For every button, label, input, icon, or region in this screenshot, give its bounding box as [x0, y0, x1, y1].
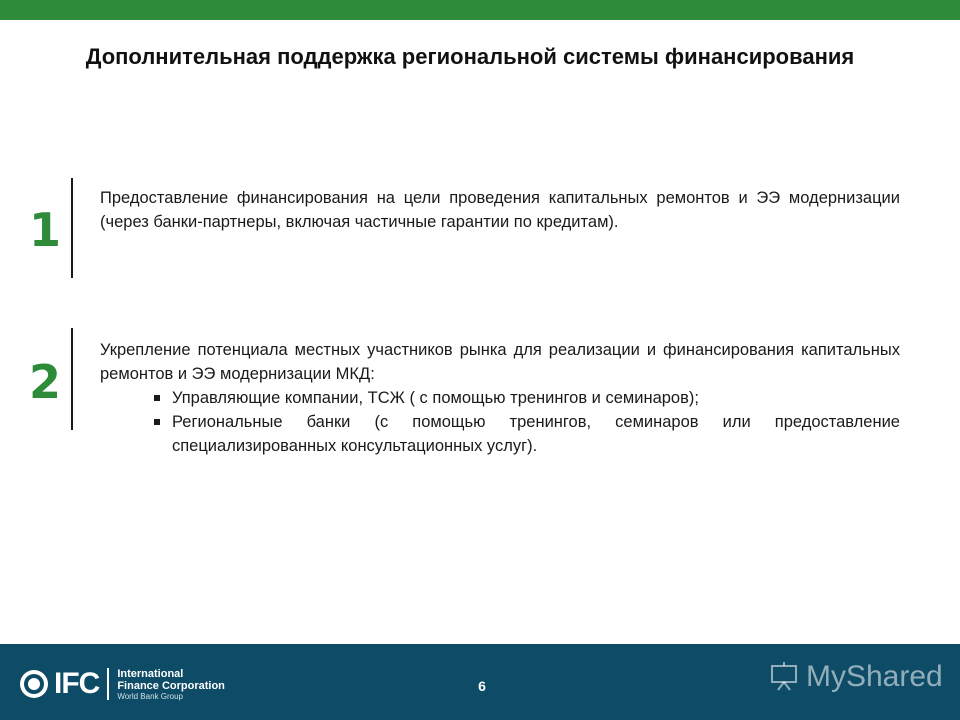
ifc-logo	[20, 664, 225, 704]
org-subtitle: World Bank Group	[117, 691, 183, 701]
page-number: 6	[478, 678, 486, 694]
top-accent-bar	[0, 0, 960, 20]
logo-divider	[107, 668, 109, 700]
logo-text: IFC	[54, 667, 100, 700]
bullet-item	[172, 386, 900, 410]
item-number-2: 2	[28, 355, 61, 409]
item-paragraph-1: Предоставление финансирования на цели проведения капитальных ремонтов и ЭЭ модернизации (через банки-партнеры, включая частичные гарантии по кредитам).	[100, 189, 900, 231]
watermark-text: MyShared	[806, 660, 943, 693]
bullet-text: Управляющие компании, ТСЖ ( с помощью тренингов и семинаров);	[172, 389, 699, 407]
org-name-line2: Finance Corporation	[117, 679, 225, 692]
item-number-1: 1	[28, 203, 61, 257]
bullet-list	[100, 386, 900, 458]
slide-title: Дополнительная поддержка региональной системы финансирования	[85, 44, 855, 69]
presentation-icon	[770, 662, 798, 692]
item-divider-2	[71, 328, 73, 430]
square-bullet-icon	[154, 419, 160, 425]
org-name-block	[117, 668, 225, 701]
square-bullet-icon	[154, 395, 160, 401]
globe-emblem-icon	[20, 670, 48, 698]
item-divider-1	[71, 178, 73, 278]
watermark	[770, 660, 943, 694]
footer-bar	[0, 644, 960, 720]
bullet-text: Региональные банки (с помощью тренингов, семинаров или предоставление специализированных консультационных услуг).	[172, 413, 900, 455]
bullet-item	[172, 410, 900, 458]
org-name-line1: International	[117, 667, 184, 680]
item-paragraph-2: Укрепление потенциала местных участников рынка для реализации и финансирования капитальных ремонтов и ЭЭ модернизации МКД:	[100, 341, 900, 383]
item-text-2	[100, 338, 900, 458]
item-text-1	[100, 186, 900, 234]
